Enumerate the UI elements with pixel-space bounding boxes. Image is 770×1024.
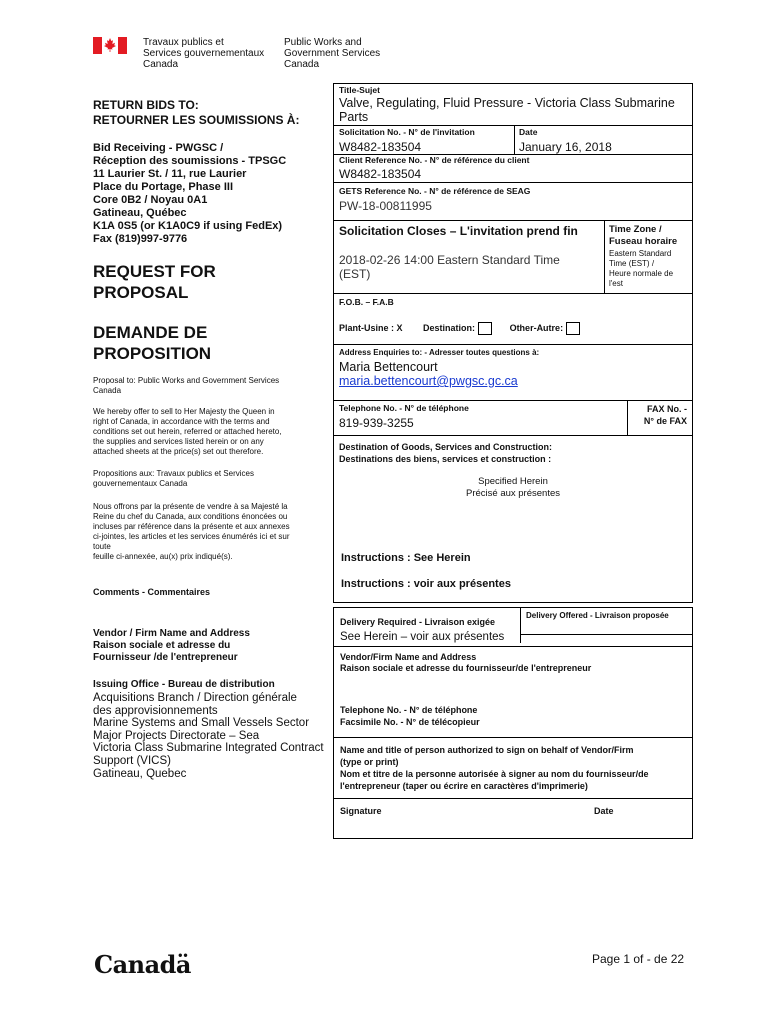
gets-value: PW-18-00811995 xyxy=(339,199,432,213)
signature-date-label: Date xyxy=(594,806,614,816)
client-ref-label: Client Reference No. - N° de référence du client xyxy=(339,155,530,165)
authorized-person-label: Name and title of person authorized to sign on behalf of Vendor/Firm (type or print) Nom et titre de la personne autorisée à signer au nom du fournisseur/de l'entrepreneur (taper ou écrire en caractères d'imprimerie) xyxy=(340,745,649,791)
destination-label: Destination of Goods, Services and Construction: Destinations des biens, services et construction : xyxy=(339,442,553,464)
fax-label: FAX No. - N° de FAX xyxy=(643,404,687,426)
offer-en: We hereby offer to sell to Her Majesty the Queen in right of Canada, in accordance with the terms and conditions set out herein, referred or attached hereto, the supplies and services listed herein or on any attached sheets at the price(s) set out therefore. xyxy=(93,407,282,456)
page-number: Page 1 of - de 22 xyxy=(592,952,685,966)
date-value: January 16, 2018 xyxy=(519,140,612,154)
vendor-form xyxy=(333,607,693,839)
title-label: Title-Sujet xyxy=(339,85,380,95)
other-option: Other-Autre: xyxy=(509,322,564,333)
client-ref-value: W8482-183504 xyxy=(339,167,422,181)
delivery-required-label: Delivery Required - Livraison exigée xyxy=(340,617,496,627)
other-checkbox[interactable] xyxy=(566,322,580,335)
propositions-fr: Propositions aux: Travaux publics et Services gouvernementaux Canada xyxy=(93,469,254,488)
fob-options xyxy=(339,322,580,335)
title-value: Valve, Regulating, Fluid Pressure - Victoria Class Submarine Parts xyxy=(339,96,675,124)
timezone-label: Time Zone / Fuseau horaire xyxy=(609,224,678,247)
solicitation-label: Solicitation No. - N° de l'invitation xyxy=(339,127,475,137)
return-bids: RETURN BIDS TO: RETOURNER LES SOUMISSIONS À: xyxy=(93,98,300,127)
instructions-fr: Instructions : voir aux présentes xyxy=(341,578,511,590)
signature-label: Signature xyxy=(340,806,382,816)
phone-label: Telephone No. - N° de téléphone xyxy=(339,403,469,413)
delivery-required-value: See Herein – voir aux présentes xyxy=(340,631,505,643)
issuing-office-address: Acquisitions Branch / Direction générale des approvisionnements Marine Systems and Small Vessels Sector Major Projects Directorate – Sea Victoria Class Submarine Integrated Contract Support (VICS) Gatineau, Quebec xyxy=(93,692,324,780)
destination-value: Specified Herein Précisé aux présentes xyxy=(466,476,560,499)
gets-label: GETS Reference No. - N° de référence de SEAG xyxy=(339,186,531,196)
vendor-label-left: Vendor / Firm Name and Address Raison sociale et adresse du Fournisseur /de l'entrepreneur xyxy=(93,628,250,663)
comments-label: Comments - Commentaires xyxy=(93,587,211,597)
plant-option: Plant-Usine : X xyxy=(339,322,403,333)
rfp-title-fr: DEMANDE DE PROPOSITION xyxy=(93,323,212,363)
destination-checkbox[interactable] xyxy=(478,322,492,335)
instructions-en: Instructions : See Herein xyxy=(341,552,471,564)
solicitation-form xyxy=(333,83,693,603)
destination-option: Destination: xyxy=(423,322,476,333)
solicitation-value: W8482-183504 xyxy=(339,140,422,154)
enquiries-label: Address Enquiries to: - Adresser toutes questions à: xyxy=(339,348,540,357)
enquiries-email-link[interactable]: maria.bettencourt@pwgsc.gc.ca xyxy=(339,374,518,388)
proposal-to: Proposal to: Public Works and Government Services Canada xyxy=(93,376,280,395)
gc-header xyxy=(93,37,380,70)
closes-label: Solicitation Closes – L'invitation prend fin xyxy=(339,224,578,238)
vendor-label: Vendor/Firm Name and Address Raison sociale et adresse du fournisseur/de l'entrepreneur xyxy=(340,652,592,673)
canada-wordmark: Canadä xyxy=(94,950,191,979)
fob-label: F.O.B. – F.A.B xyxy=(339,297,394,307)
tel-fax-label: Telephone No. - N° de téléphone Facsimile No. - N° de télécopieur xyxy=(340,705,480,727)
enquiries-name: Maria Bettencourt xyxy=(339,360,438,374)
rfp-title-en: REQUEST FOR PROPOSAL xyxy=(93,262,216,302)
header-en: Public Works and Government Services Canada xyxy=(284,37,381,70)
canada-flag-icon xyxy=(93,37,127,54)
bid-receiving-address: Bid Receiving - PWGSC / Réception des soumissions - TPSGC 11 Laurier St. / 11, rue Laurier Place du Portage, Phase III Core 0B2 / Noyau 0A1 Gatineau, Québec K1A 0S5 (or K1A0C9 if using FedEx) Fax (819)997-9776 xyxy=(93,142,287,245)
timezone-value: Eastern Standard Time (EST) / Heure normale de l'est xyxy=(609,249,674,288)
date-label: Date xyxy=(519,127,538,137)
delivery-offered-label: Delivery Offered - Livraison proposée xyxy=(526,611,669,620)
phone-value: 819-939-3255 xyxy=(339,416,414,430)
closes-value: 2018-02-26 14:00 Eastern Standard Time (EST) xyxy=(339,253,560,281)
issuing-office-label: Issuing Office - Bureau de distribution xyxy=(93,679,275,690)
header-fr: Travaux publics et Services gouvernementaux Canada xyxy=(143,37,265,70)
offer-fr: Nous offrons par la présente de vendre à sa Majesté la Reine du chef du Canada, aux conditions énoncées ou incluses par référence dans la présente et aux annexes ci-jointes, les articles et les services énumérés ici et sur toute feuille ci-annexée, au(x) prix indiqué(s). xyxy=(93,502,290,561)
